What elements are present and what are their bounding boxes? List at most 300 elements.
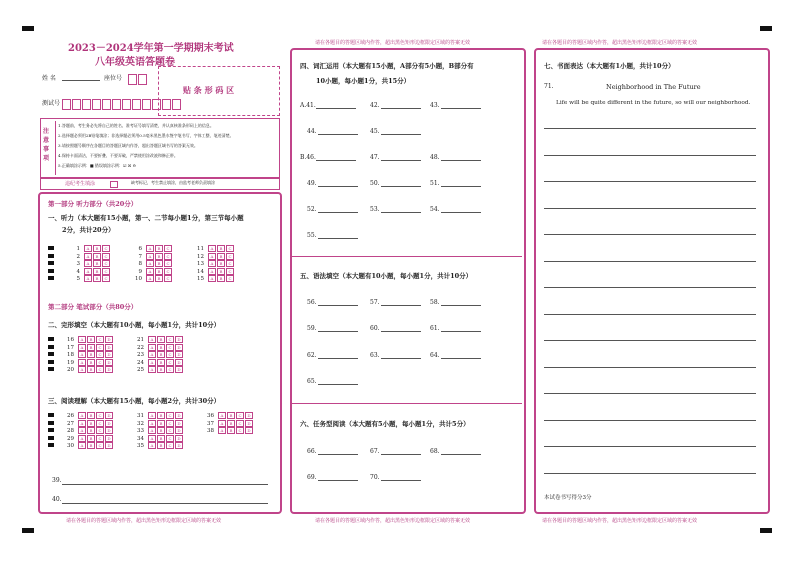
blank-answer-line[interactable] bbox=[441, 358, 481, 359]
blank-label: 68. bbox=[430, 448, 440, 455]
option-bubble[interactable]: C bbox=[226, 260, 234, 267]
option-bubble[interactable]: B bbox=[217, 268, 225, 275]
blank-answer-line[interactable] bbox=[318, 358, 358, 359]
writing-q-no: 71. bbox=[544, 83, 554, 90]
option-bubble[interactable]: C bbox=[102, 268, 110, 275]
question-number: 14 bbox=[197, 268, 204, 275]
col3-banner: 请在各题目的答题区域内作答，超出黑色矩形边框限定区域的答案无效 bbox=[542, 40, 698, 46]
option-bubble[interactable]: D bbox=[105, 442, 113, 449]
footer-note-col1: 请在各题目的答题区域内作答，超出黑色矩形边框限定区域的答案无效 bbox=[66, 518, 222, 524]
option-bubble[interactable]: A bbox=[84, 275, 92, 282]
option-bubble[interactable]: C bbox=[166, 427, 174, 434]
blank-label: 50. bbox=[370, 180, 380, 187]
writing-title: 七、书面表达（本大题有1小题，共计10分） bbox=[544, 62, 675, 70]
option-bubble[interactable]: D bbox=[105, 427, 113, 434]
question-number: 32 bbox=[137, 420, 144, 427]
option-bubble[interactable]: A bbox=[78, 366, 86, 373]
option-bubble[interactable]: C bbox=[166, 351, 174, 358]
note-line: 3.请按照题号顺序在各题目的答题区域内作答，超出答题区域书写的答案无效。 bbox=[58, 143, 198, 148]
blank-answer-line[interactable] bbox=[318, 186, 358, 187]
question-number: 35 bbox=[137, 443, 144, 449]
writing-answer-line[interactable] bbox=[544, 393, 756, 394]
question-number: 5 bbox=[76, 276, 80, 282]
option-bubble[interactable]: B bbox=[227, 420, 235, 427]
question-number: 10 bbox=[135, 276, 142, 282]
option-bubble[interactable]: B bbox=[155, 260, 163, 267]
name-field[interactable] bbox=[62, 80, 100, 81]
question-number: 29 bbox=[67, 435, 74, 442]
option-bubble[interactable]: A bbox=[78, 359, 86, 366]
blank-label: 65. bbox=[307, 378, 317, 385]
q40-answer-line[interactable] bbox=[62, 503, 268, 504]
blank-label: 44. bbox=[307, 128, 317, 135]
writing-first-line: Life will be quite different in the future, so will our neighborhood. bbox=[556, 100, 751, 106]
option-bubble[interactable]: A bbox=[78, 442, 86, 449]
option-bubble[interactable]: A bbox=[148, 427, 156, 434]
col2-divider-1 bbox=[292, 256, 522, 257]
blank-answer-line[interactable] bbox=[441, 160, 481, 161]
option-bubble[interactable]: B bbox=[217, 245, 225, 252]
option-bubble[interactable]: D bbox=[175, 442, 183, 449]
blank-label: 55. bbox=[307, 232, 317, 239]
option-bubble[interactable]: A bbox=[84, 268, 92, 275]
writing-answer-line[interactable] bbox=[544, 261, 756, 262]
blank-label: B.46. bbox=[300, 154, 316, 161]
option-bubble[interactable]: A bbox=[218, 420, 226, 427]
blank-label: 67. bbox=[370, 448, 380, 455]
option-bubble[interactable]: D bbox=[175, 359, 183, 366]
option-bubble[interactable]: A bbox=[146, 260, 154, 267]
writing-answer-line[interactable] bbox=[544, 473, 756, 474]
option-bubble[interactable]: B bbox=[155, 268, 163, 275]
question-number: 24 bbox=[137, 359, 144, 366]
option-bubble[interactable]: A bbox=[84, 245, 92, 252]
option-bubble[interactable]: B bbox=[87, 351, 95, 358]
blank-answer-line[interactable] bbox=[381, 186, 421, 187]
option-bubble[interactable]: B bbox=[93, 268, 101, 275]
question-number: 36 bbox=[207, 413, 214, 419]
blank-answer-line[interactable] bbox=[318, 238, 358, 239]
option-bubble[interactable]: C bbox=[102, 275, 110, 282]
answer-row bbox=[134, 366, 183, 374]
writing-answer-line[interactable] bbox=[544, 340, 756, 341]
option-bubble[interactable]: D bbox=[105, 366, 113, 373]
footer-note-col3: 请在各题目的答题区域内作答，超出黑色矩形边框限定区域的答案无效 bbox=[542, 518, 698, 524]
option-bubble[interactable]: C bbox=[236, 420, 244, 427]
timing-bar bbox=[48, 443, 54, 447]
option-bubble[interactable]: A bbox=[84, 260, 92, 267]
grammar-title: 五、语法填空（本大题有10小题，每小题1分，共计10分） bbox=[300, 272, 473, 280]
reading-title: 三、阅读理解（本大题有15小题，每小题2分，共计30分） bbox=[48, 397, 221, 405]
option-bubble[interactable]: C bbox=[96, 344, 104, 351]
timing-bar bbox=[48, 360, 54, 364]
blank-answer-line[interactable] bbox=[381, 134, 421, 135]
blank-label: A.41. bbox=[300, 102, 316, 109]
option-bubble[interactable]: C bbox=[166, 442, 174, 449]
option-bubble[interactable]: B bbox=[157, 351, 165, 358]
question-number: 26 bbox=[67, 413, 74, 419]
option-bubble[interactable]: C bbox=[166, 359, 174, 366]
option-bubble[interactable]: D bbox=[175, 435, 183, 442]
option-bubble[interactable]: A bbox=[208, 268, 216, 275]
note-line: 2.选择题必须用2B铅笔填涂；非选择题必须用0.5毫米黑色墨水签字笔书写，字体工整、笔迹清楚。 bbox=[58, 133, 234, 138]
option-bubble[interactable]: B bbox=[93, 245, 101, 252]
option-bubble[interactable]: C bbox=[96, 351, 104, 358]
barcode-label: 贴 条 形 码 区 bbox=[183, 85, 235, 95]
blank-label: 43. bbox=[430, 102, 440, 109]
option-bubble[interactable]: C bbox=[226, 275, 234, 282]
option-bubble[interactable]: D bbox=[245, 427, 253, 434]
question-number: 4 bbox=[76, 268, 80, 275]
option-bubble[interactable]: B bbox=[157, 359, 165, 366]
option-bubble[interactable]: B bbox=[155, 275, 163, 282]
option-bubble[interactable]: D bbox=[105, 412, 113, 419]
writing-answer-line[interactable] bbox=[544, 446, 756, 447]
blank-label: 69. bbox=[307, 474, 317, 481]
writing-answer-line[interactable] bbox=[544, 314, 756, 315]
option-bubble[interactable]: B bbox=[93, 275, 101, 282]
blank-answer-line[interactable] bbox=[381, 212, 421, 213]
option-bubble[interactable]: A bbox=[78, 344, 86, 351]
option-bubble[interactable]: A bbox=[146, 275, 154, 282]
blank-label: 60. bbox=[370, 325, 380, 332]
part2-heading: 第二部分 笔试部分（共80分） bbox=[48, 303, 138, 311]
page-title: 2023－2024学年第一学期期末考试 bbox=[68, 43, 234, 54]
option-bubble[interactable]: A bbox=[208, 245, 216, 252]
question-number: 31 bbox=[137, 413, 144, 419]
blank-label: 49. bbox=[307, 180, 317, 187]
option-bubble[interactable]: B bbox=[157, 344, 165, 351]
blank-answer-line[interactable] bbox=[318, 480, 358, 481]
option-bubble[interactable]: C bbox=[96, 412, 104, 419]
blank-answer-line[interactable] bbox=[381, 108, 421, 109]
blank-label: 45. bbox=[370, 128, 380, 135]
blank-label: 58. bbox=[430, 299, 440, 306]
col2-divider-2 bbox=[292, 403, 522, 404]
option-bubble[interactable]: A bbox=[148, 412, 156, 419]
option-bubble[interactable]: C bbox=[96, 366, 104, 373]
option-bubble[interactable]: B bbox=[87, 427, 95, 434]
option-bubble[interactable]: C bbox=[226, 245, 234, 252]
option-bubble[interactable]: D bbox=[175, 344, 183, 351]
absent-checkbox[interactable] bbox=[110, 181, 118, 188]
seat-boxes[interactable] bbox=[128, 70, 148, 89]
blank-answer-line[interactable] bbox=[318, 134, 358, 135]
option-bubble[interactable]: A bbox=[78, 420, 86, 427]
blank-answer-line[interactable] bbox=[316, 108, 356, 109]
question-number: 37 bbox=[207, 420, 214, 427]
question-number: 38 bbox=[207, 428, 214, 434]
option-bubble[interactable]: B bbox=[157, 366, 165, 373]
option-bubble[interactable]: B bbox=[155, 253, 163, 260]
blank-label: 57. bbox=[370, 299, 380, 306]
option-bubble[interactable]: D bbox=[105, 359, 113, 366]
timing-bar bbox=[48, 337, 54, 341]
option-bubble[interactable]: C bbox=[96, 442, 104, 449]
option-bubble[interactable]: B bbox=[87, 435, 95, 442]
option-bubble[interactable]: C bbox=[226, 268, 234, 275]
absent-label: 违纪考生填涂 bbox=[65, 181, 96, 187]
note-line: 4.保持卡面清洁，不要折叠、不要弄破，严禁使用涂改液和修正带。 bbox=[58, 153, 178, 158]
option-bubble[interactable]: C bbox=[164, 268, 172, 275]
option-bubble[interactable]: B bbox=[227, 427, 235, 434]
option-bubble[interactable]: B bbox=[157, 336, 165, 343]
corner-mark-tr bbox=[760, 26, 772, 31]
option-bubble[interactable]: D bbox=[175, 351, 183, 358]
option-bubble[interactable]: C bbox=[236, 412, 244, 419]
option-bubble[interactable]: B bbox=[87, 442, 95, 449]
option-bubble[interactable]: B bbox=[87, 412, 95, 419]
option-bubble[interactable]: C bbox=[96, 420, 104, 427]
option-bubble[interactable]: C bbox=[96, 359, 104, 366]
timing-bar bbox=[48, 421, 54, 425]
writing-answer-line[interactable] bbox=[544, 287, 756, 288]
listening-title: 一、听力（本大题有15小题，第一、二节每小题1分，第三节每小题 bbox=[48, 214, 244, 222]
question-number: 34 bbox=[137, 435, 144, 442]
option-bubble[interactable]: B bbox=[87, 344, 95, 351]
corner-mark-bl bbox=[22, 528, 34, 533]
option-bubble[interactable]: A bbox=[78, 351, 86, 358]
timing-bar bbox=[48, 276, 54, 280]
question-number: 28 bbox=[67, 428, 74, 434]
option-bubble[interactable]: C bbox=[164, 260, 172, 267]
task-title: 六、任务型阅读（本大题有5小题，每小题1分，共计5分） bbox=[300, 420, 470, 428]
blank-label: 64. bbox=[430, 352, 440, 359]
blank-label: 54. bbox=[430, 206, 440, 213]
vocab-title: 四、词汇运用（本大题有15小题，A部分有5小题，B部分有 bbox=[300, 62, 474, 70]
option-bubble[interactable]: C bbox=[96, 427, 104, 434]
blank-answer-line[interactable] bbox=[441, 108, 481, 109]
q40-label: 40. bbox=[52, 496, 62, 503]
question-number: 6 bbox=[138, 246, 142, 252]
option-bubble[interactable]: D bbox=[175, 412, 183, 419]
option-bubble[interactable]: A bbox=[208, 253, 216, 260]
option-bubble[interactable]: B bbox=[93, 260, 101, 267]
option-bubble[interactable]: D bbox=[175, 336, 183, 343]
timing-bar bbox=[48, 413, 54, 417]
option-bubble[interactable]: C bbox=[236, 427, 244, 434]
writing-score-note: 本试卷书写得分3分 bbox=[544, 495, 592, 501]
option-bubble[interactable]: A bbox=[218, 427, 226, 434]
column-2-answer-box bbox=[290, 48, 526, 514]
blank-label: 61. bbox=[430, 325, 440, 332]
option-bubble[interactable]: D bbox=[105, 344, 113, 351]
blank-answer-line[interactable] bbox=[318, 331, 358, 332]
option-bubble[interactable]: C bbox=[164, 245, 172, 252]
listening-title-2: 2分，共计20分） bbox=[62, 226, 115, 234]
option-bubble[interactable]: B bbox=[157, 427, 165, 434]
timing-bar bbox=[48, 345, 54, 349]
option-bubble[interactable]: A bbox=[148, 344, 156, 351]
option-bubble[interactable]: B bbox=[157, 412, 165, 419]
option-bubble[interactable]: C bbox=[96, 435, 104, 442]
option-bubble[interactable]: A bbox=[146, 253, 154, 260]
writing-answer-line[interactable] bbox=[544, 155, 756, 156]
blank-label: 59. bbox=[307, 325, 317, 332]
barcode-area bbox=[158, 66, 280, 116]
option-bubble[interactable]: A bbox=[148, 366, 156, 373]
note-line: 1.答题前，考生务必先将自己的姓名、准考证号填写清楚，并认真核准条形码上的信息。 bbox=[58, 123, 214, 128]
blank-label: 52. bbox=[307, 206, 317, 213]
option-bubble[interactable]: D bbox=[175, 427, 183, 434]
option-bubble[interactable]: B bbox=[157, 435, 165, 442]
blank-answer-line[interactable] bbox=[381, 331, 421, 332]
question-number: 1 bbox=[76, 246, 80, 252]
blank-answer-line[interactable] bbox=[441, 212, 481, 213]
answer-row bbox=[134, 442, 183, 450]
option-bubble[interactable]: B bbox=[217, 253, 225, 260]
blank-label: 62. bbox=[307, 352, 317, 359]
option-bubble[interactable]: C bbox=[102, 253, 110, 260]
blank-label: 42. bbox=[370, 102, 380, 109]
option-bubble[interactable]: C bbox=[166, 420, 174, 427]
answer-row bbox=[194, 275, 234, 283]
question-number: 30 bbox=[67, 443, 74, 449]
blank-label: 56. bbox=[307, 299, 317, 306]
option-bubble[interactable]: A bbox=[148, 435, 156, 442]
option-bubble[interactable]: B bbox=[217, 260, 225, 267]
option-bubble[interactable]: C bbox=[102, 260, 110, 267]
option-bubble[interactable]: D bbox=[105, 351, 113, 358]
option-bubble[interactable]: A bbox=[148, 336, 156, 343]
blank-label: 51. bbox=[430, 180, 440, 187]
option-bubble[interactable]: A bbox=[148, 359, 156, 366]
blank-answer-line[interactable] bbox=[441, 305, 481, 306]
option-bubble[interactable]: C bbox=[164, 275, 172, 282]
option-bubble[interactable]: C bbox=[164, 253, 172, 260]
option-bubble[interactable]: C bbox=[166, 336, 174, 343]
option-bubble[interactable]: A bbox=[84, 253, 92, 260]
blank-label: 63. bbox=[370, 352, 380, 359]
blank-label: 70. bbox=[370, 474, 380, 481]
blank-label: 66. bbox=[307, 448, 317, 455]
question-number: 3 bbox=[76, 261, 80, 267]
writing-answer-line[interactable] bbox=[544, 367, 756, 368]
option-bubble[interactable]: B bbox=[155, 245, 163, 252]
option-bubble[interactable]: C bbox=[226, 253, 234, 260]
option-bubble[interactable]: A bbox=[218, 412, 226, 419]
option-bubble[interactable]: A bbox=[146, 245, 154, 252]
question-number: 2 bbox=[76, 253, 80, 260]
blank-answer-line[interactable] bbox=[441, 186, 481, 187]
option-bubble[interactable]: D bbox=[245, 412, 253, 419]
blank-label: 53. bbox=[370, 206, 380, 213]
footer-note-col2: 请在各题目的答题区域内作答，超出黑色矩形边框限定区域的答案无效 bbox=[315, 518, 471, 524]
question-number: 16 bbox=[67, 337, 74, 343]
option-bubble[interactable]: B bbox=[87, 366, 95, 373]
absent-row bbox=[40, 178, 280, 190]
question-number: 17 bbox=[67, 344, 74, 351]
option-bubble[interactable]: A bbox=[208, 275, 216, 282]
blank-answer-line[interactable] bbox=[381, 305, 421, 306]
option-bubble[interactable]: D bbox=[105, 420, 113, 427]
blank-answer-line[interactable] bbox=[316, 160, 356, 161]
blank-answer-line[interactable] bbox=[441, 454, 481, 455]
answer-row bbox=[132, 275, 172, 283]
answer-row bbox=[204, 427, 253, 435]
question-number: 11 bbox=[197, 246, 204, 252]
notes-side-label: 注意事项 bbox=[43, 128, 50, 162]
option-bubble[interactable]: B bbox=[227, 412, 235, 419]
option-bubble[interactable]: D bbox=[105, 435, 113, 442]
writing-answer-line[interactable] bbox=[544, 181, 756, 182]
question-number: 25 bbox=[137, 367, 144, 373]
q39-label: 39. bbox=[52, 477, 62, 484]
option-bubble[interactable]: A bbox=[78, 427, 86, 434]
option-bubble[interactable]: C bbox=[166, 344, 174, 351]
option-bubble[interactable]: C bbox=[166, 435, 174, 442]
option-bubble[interactable]: A bbox=[208, 260, 216, 267]
question-number: 13 bbox=[197, 261, 204, 267]
answer-row bbox=[64, 442, 113, 450]
blank-answer-line[interactable] bbox=[381, 160, 421, 161]
corner-mark-br bbox=[760, 528, 772, 533]
option-bubble[interactable]: D bbox=[175, 420, 183, 427]
timing-bar bbox=[48, 246, 54, 250]
writing-answer-line[interactable] bbox=[544, 234, 756, 235]
blank-answer-line[interactable] bbox=[381, 358, 421, 359]
option-bubble[interactable]: B bbox=[93, 253, 101, 260]
option-bubble[interactable]: A bbox=[78, 435, 86, 442]
timing-bar bbox=[48, 254, 54, 258]
answer-row bbox=[70, 275, 110, 283]
option-bubble[interactable]: D bbox=[175, 366, 183, 373]
option-bubble[interactable]: C bbox=[102, 245, 110, 252]
option-bubble[interactable]: A bbox=[148, 442, 156, 449]
part1-heading: 第一部分 听力部分（共20分） bbox=[48, 200, 138, 208]
option-bubble[interactable]: C bbox=[96, 336, 104, 343]
blank-answer-line[interactable] bbox=[318, 454, 358, 455]
option-bubble[interactable]: A bbox=[148, 420, 156, 427]
option-bubble[interactable]: C bbox=[166, 412, 174, 419]
question-number: 20 bbox=[67, 367, 74, 373]
option-bubble[interactable]: C bbox=[166, 366, 174, 373]
option-bubble[interactable]: B bbox=[217, 275, 225, 282]
answer-row bbox=[64, 366, 113, 374]
corner-mark-tl bbox=[22, 26, 34, 31]
option-bubble[interactable]: B bbox=[87, 359, 95, 366]
option-bubble[interactable]: B bbox=[87, 420, 95, 427]
option-bubble[interactable]: A bbox=[148, 351, 156, 358]
timing-bar bbox=[48, 367, 54, 371]
question-number: 8 bbox=[138, 261, 142, 267]
option-bubble[interactable]: A bbox=[78, 412, 86, 419]
blank-answer-line[interactable] bbox=[318, 384, 358, 385]
blank-answer-line[interactable] bbox=[381, 454, 421, 455]
option-bubble[interactable]: B bbox=[157, 420, 165, 427]
option-bubble[interactable]: B bbox=[157, 442, 165, 449]
writing-answer-line[interactable] bbox=[544, 208, 756, 209]
option-bubble[interactable]: B bbox=[87, 336, 95, 343]
name-label: 姓 名 bbox=[42, 75, 56, 82]
question-number: 19 bbox=[67, 359, 74, 366]
blank-answer-line[interactable] bbox=[318, 212, 358, 213]
timing-bar bbox=[48, 436, 54, 440]
blank-answer-line[interactable] bbox=[318, 305, 358, 306]
blank-answer-line[interactable] bbox=[381, 480, 421, 481]
option-bubble[interactable]: D bbox=[105, 336, 113, 343]
option-bubble[interactable]: A bbox=[78, 336, 86, 343]
option-bubble[interactable]: D bbox=[245, 420, 253, 427]
writing-answer-line[interactable] bbox=[544, 128, 756, 129]
option-bubble[interactable]: A bbox=[146, 268, 154, 275]
blank-answer-line[interactable] bbox=[441, 331, 481, 332]
question-number: 12 bbox=[197, 253, 204, 260]
question-number: 21 bbox=[137, 337, 144, 343]
writing-answer-line[interactable] bbox=[544, 420, 756, 421]
q39-answer-line[interactable] bbox=[62, 484, 268, 485]
seat-label: 座位号 bbox=[104, 75, 123, 82]
